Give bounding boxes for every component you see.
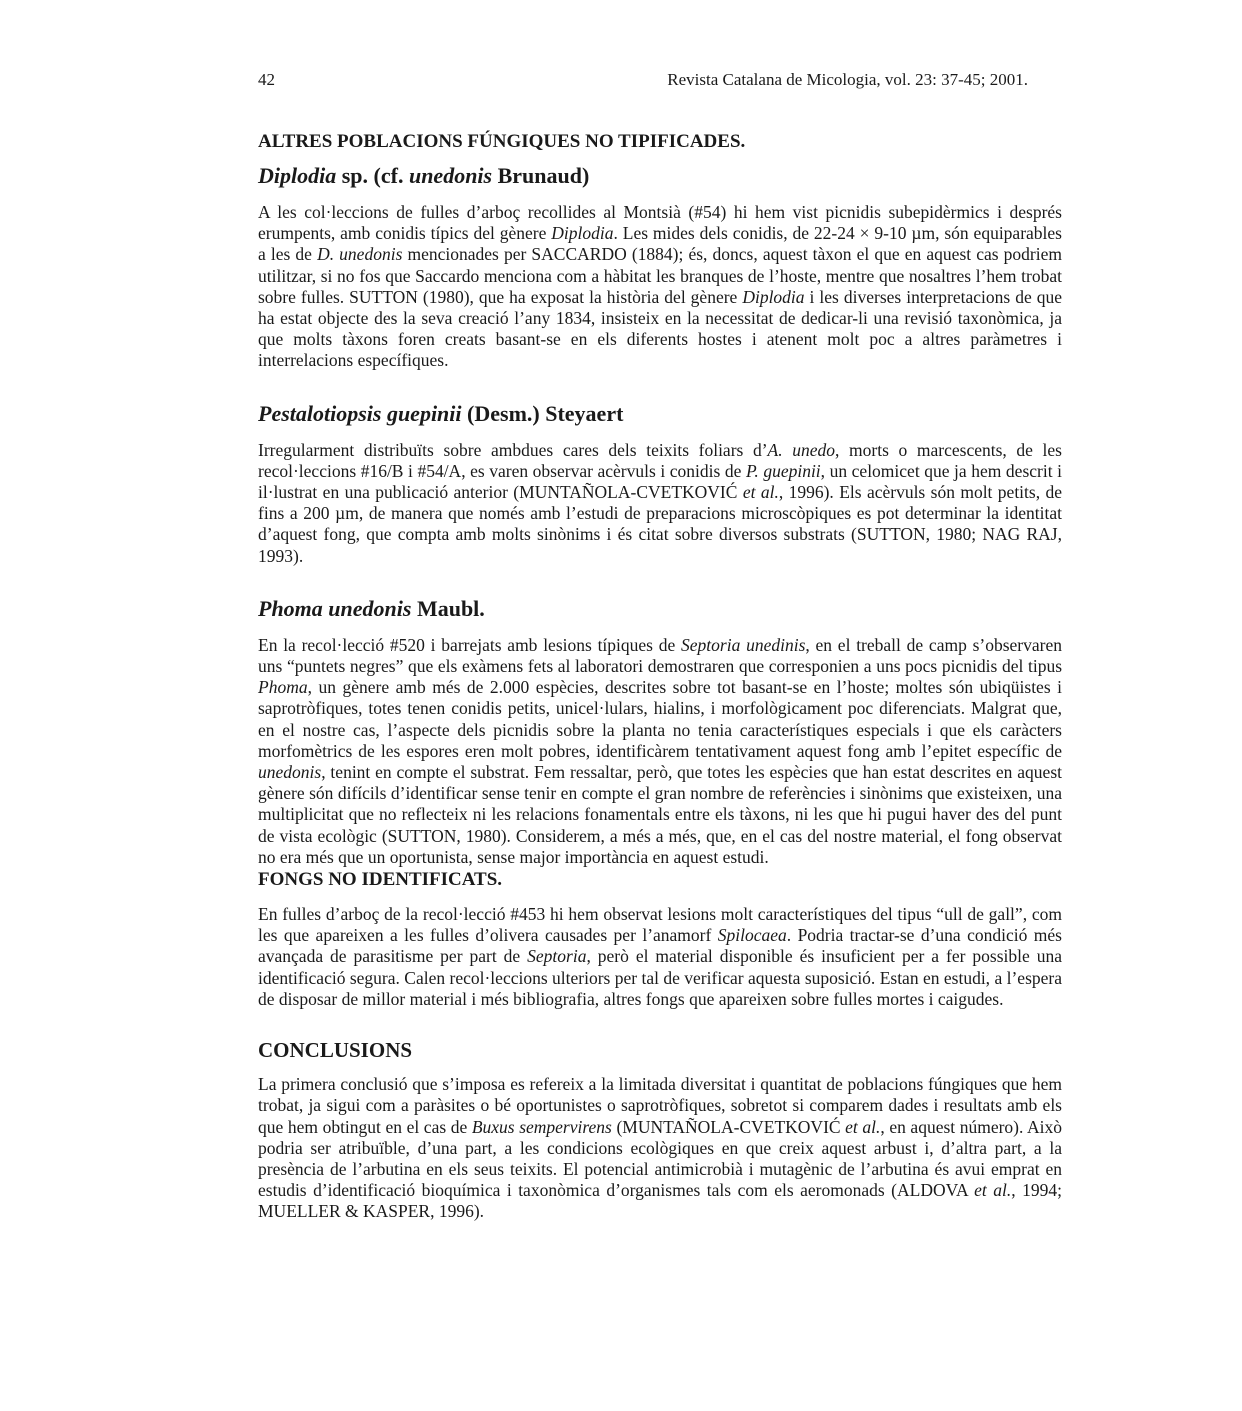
paragraph-pestalotiopsis: Irregularment distribuïts sobre ambdues cares dels teixits foliars d’A. unedo, morts o marcescents, de les recol·leccions #16/B i #54/A, es varen observar acèrvuls i conidis de P. guepinii, un celomicet que ja hem descrit i il·lustrat en una publicació anterior (MUNTAÑOLA-CVETKOVIĆ et al., 1996). Els acèrvuls són molt petits, de fins a 200 µm, de manera que només amb l’estudi de preparacions microscòpiques es pot determinar la identitat d’aquest fong, que compta amb molts sinònims i és citat sobre diversos substrats (SUTTON, 1980; NAG RAJ, 1993).: [258, 439, 1062, 566]
paragraph-fongs: En fulles d’arboç de la recol·lecció #453 hi hem observat lesions molt característiques del tipus “ull de gall”, com les que apareixen a les fulles d’olivera causades per l’anamorf Spilocaea. Podria tractar-se d’una condició més avançada de parasitisme per part de Septoria, però el material disponible és insuficient per a fer possible una identificació segura. Calen recol·leccions ulteriors per tal de verificar aquesta suposició. Estan en estudi, a l’espera de disposar de millor material i més bibliografia, altres fongs que apareixen sobre fulles mortes i caigudes.: [258, 904, 1062, 1009]
paragraph-phoma: En la recol·lecció #520 i barrejats amb lesions típiques de Septoria unedinis, en el treball de camp s’observaren uns “puntets negres” que els exàmens fets al laboratori demostraren que corresponien a uns pocs picnidis del tipus Phoma, un gènere amb més de 2.000 espècies, descrites sobre tot basant-se en l’hoste; moltes són ubiqüistes i saprotròfiques, totes tenen conidis petits, unicel·lulars, hialins, i morfològicament poc diferenciats. Malgrat que, en el nostre cas, l’aspecte dels picnidis sobre la planta no tenia característiques especials i que els caràcters morfomètrics de les espores eren molt pobres, identificàrem tentativament aquest fong amb l’epitet específic de unedonis, tenint en compte el substrat. Fem ressaltar, però, que totes les espècies que han estat descrites en aquest gènere són difícils d’identificar sense tenir en compte el gran nombre de referències i sinònims que existeixen, una multiplicitat que no reflecteix ni les relacions fonamentals entre els tàxons, ni les que hi pugui haver des del punt de vista ecològic (SUTTON, 1980). Considerem, a més a més, que, en el cas del nostre material, el fong observat no era més que un oportunista, sense major importància en aquest estudi.: [258, 634, 1062, 867]
section-heading-conclusions: CONCLUSIONS: [258, 1038, 413, 1063]
paragraph-conclusions: La primera conclusió que s’imposa es refereix a la limitada diversitat i quantitat de poblacions fúngiques que hem trobat, ja sigui com a paràsites o bé oportunistes o saprotròfiques, sobretot si comparem dades i resultats amb els que hem obtingut en el cas de Buxus sempervirens (MUNTAÑOLA-CVETKOVIĆ et al., en aquest número). Això podria ser atribuïble, d’una part, a les condicions ecològiques en que creix aquest arbust i, d’altra part, a la presència de l’arbutina en els seus teixits. El potencial antimicrobià i mutagènic de l’arbutina és avui emprat en estudis d’identificació bioquímica i taxonòmica d’organismes tals com els aeromonads (ALDOVA et al., 1994; MUELLER & KASPER, 1996).: [258, 1074, 1062, 1222]
page-content: [258, 130, 1062, 1223]
section-heading-fongs: FONGS NO IDENTIFICATS.: [258, 869, 503, 891]
journal-citation: Revista Catalana de Micologia, vol. 23: 37-45; 2001.: [667, 70, 1028, 89]
running-head: [258, 70, 1028, 90]
section-heading-altres: ALTRES POBLACIONS FÚNGIQUES NO TIPIFICADES.: [258, 131, 746, 152]
page-number: 42: [258, 70, 275, 89]
taxon-heading-phoma: Phoma unedonis Maubl.: [258, 595, 485, 621]
taxon-heading-pestalotiopsis: Pestalotiopsis guepinii (Desm.) Steyaert: [258, 400, 624, 426]
taxon-heading-diplodia: Diplodia sp. (cf. unedonis Brunaud): [258, 163, 590, 188]
paragraph-diplodia: A les col·leccions de fulles d’arboç recollides al Montsià (#54) hi hem vist picnidis subepidèrmics i després erumpents, amb conidis típics del gènere Diplodia. Les mides dels conidis, de 22-24 × 9-10 µm, són equiparables a les de D. unedonis mencionades per SACCARDO (1884); és, doncs, aquest tàxon el que en aquest cas podriem utilitzar, si no fos que Saccardo menciona com a hàbitat les branques de l’hoste, mentre que nosaltres l’hem trobat sobre fulles. SUTTON (1980), que ha exposat la història del gènere Diplodia i les diverses interpretacions de que ha estat objecte des la seva creació l’any 1834, insisteix en la necessitat de dedicar-li una revisió taxonòmica, ja que molts tàxons foren creats basant-se en els diferents hostes i atenent molt poc a altres paràmetres i interrelacions específiques.: [258, 202, 1063, 371]
